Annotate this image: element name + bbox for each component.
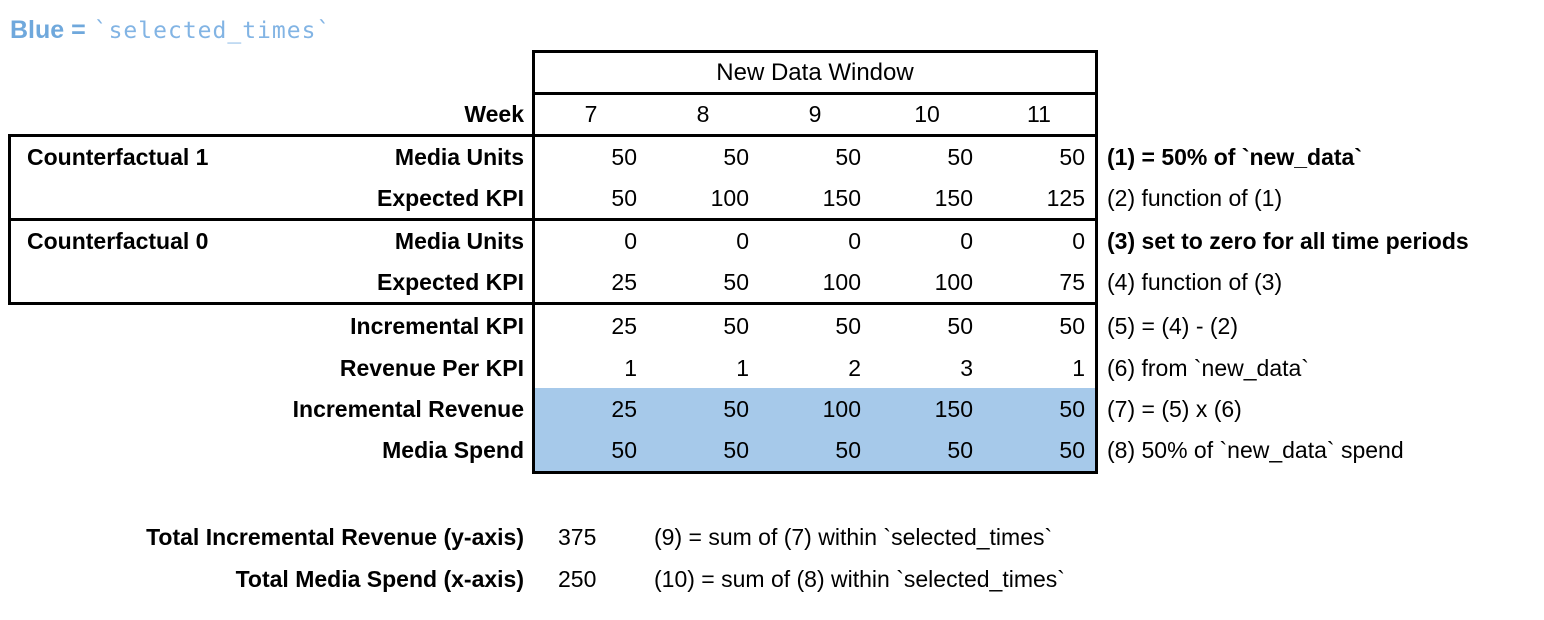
total-annotation-10: (10) = sum of (8) within `selected_times` bbox=[654, 565, 1065, 592]
row-label-media-units-cf0: Media Units bbox=[394, 228, 524, 254]
table-cell: 50 bbox=[835, 312, 861, 339]
table-cell: 1 bbox=[1072, 354, 1085, 381]
table-cell: 0 bbox=[624, 228, 637, 254]
table-cell: 150 bbox=[934, 184, 973, 211]
table-cell-highlighted: 100 bbox=[822, 396, 861, 422]
table-cell-highlighted: 150 bbox=[934, 396, 973, 422]
row-label-media-spend: Media Spend bbox=[382, 437, 524, 463]
table-cell: 50 bbox=[1059, 312, 1085, 339]
week-column-header: 10 bbox=[914, 101, 940, 127]
table-cell: 0 bbox=[960, 228, 973, 254]
section-label-counterfactual-1: Counterfactual 1 bbox=[27, 144, 209, 170]
table-cell: 1 bbox=[736, 354, 749, 381]
table-cell: 125 bbox=[1046, 184, 1085, 211]
table-cell: 50 bbox=[835, 144, 861, 170]
row-label-revenue-per-kpi: Revenue Per KPI bbox=[339, 354, 524, 381]
legend-label: Blue = bbox=[10, 16, 86, 44]
new-data-window-header: New Data Window bbox=[716, 58, 914, 86]
total-incremental-revenue-label: Total Incremental Revenue (y-axis) bbox=[146, 523, 524, 550]
row-annotation-5: (5) = (4) - (2) bbox=[1107, 312, 1238, 339]
table-cell: 75 bbox=[1059, 268, 1085, 295]
week-column-header: 9 bbox=[808, 101, 822, 127]
row-label-media-units-cf1: Media Units bbox=[394, 144, 524, 170]
table-cell: 0 bbox=[848, 228, 861, 254]
table-cell: 25 bbox=[611, 268, 637, 295]
row-annotation-7: (7) = (5) x (6) bbox=[1107, 396, 1242, 422]
table-cell-highlighted: 50 bbox=[1059, 437, 1085, 463]
table-cell: 100 bbox=[822, 268, 861, 295]
table-cell: 25 bbox=[611, 312, 637, 339]
row-label-expected-kpi-cf0: Expected KPI bbox=[377, 268, 524, 295]
table-cell: 50 bbox=[723, 312, 749, 339]
week-column-header: 11 bbox=[1027, 101, 1051, 127]
week-column-header: 8 bbox=[696, 101, 710, 127]
table-cell-highlighted: 50 bbox=[947, 437, 973, 463]
row-annotation-1: (1) = 50% of `new_data` bbox=[1107, 144, 1362, 170]
table-cell: 1 bbox=[624, 354, 637, 381]
table-cell-highlighted: 50 bbox=[611, 437, 637, 463]
table-cell: 50 bbox=[723, 144, 749, 170]
week-row-label: Week bbox=[464, 101, 524, 127]
total-media-spend-value: 250 bbox=[558, 565, 597, 592]
table-cell-highlighted: 50 bbox=[1059, 396, 1085, 422]
table-cell: 0 bbox=[1072, 228, 1085, 254]
table-cell-highlighted: 50 bbox=[835, 437, 861, 463]
legend bbox=[10, 16, 331, 45]
table-cell: 100 bbox=[934, 268, 973, 295]
row-label-incremental-revenue: Incremental Revenue bbox=[292, 396, 524, 422]
table-cell: 3 bbox=[960, 354, 973, 381]
table-cell: 2 bbox=[848, 354, 861, 381]
row-annotation-3: (3) set to zero for all time periods bbox=[1107, 228, 1469, 254]
table-cell: 50 bbox=[723, 268, 749, 295]
row-label-expected-kpi-cf1: Expected KPI bbox=[377, 184, 524, 211]
row-annotation-8: (8) 50% of `new_data` spend bbox=[1107, 437, 1404, 463]
table-cell-highlighted: 50 bbox=[723, 396, 749, 422]
row-annotation-2: (2) function of (1) bbox=[1107, 184, 1283, 211]
table-cell: 0 bbox=[736, 228, 749, 254]
total-media-spend-label: Total Media Spend (x-axis) bbox=[235, 565, 524, 592]
table-cell-highlighted: 25 bbox=[611, 396, 637, 422]
table-cell: 50 bbox=[947, 144, 973, 170]
section-label-counterfactual-0: Counterfactual 0 bbox=[27, 228, 209, 254]
table-cell: 50 bbox=[1059, 144, 1085, 170]
table-cell: 50 bbox=[611, 144, 637, 170]
table-cell-highlighted: 50 bbox=[723, 437, 749, 463]
table-cell: 50 bbox=[611, 184, 637, 211]
row-label-incremental-kpi: Incremental KPI bbox=[350, 312, 524, 339]
legend-code-selected-times: `selected_times` bbox=[93, 18, 332, 44]
week-column-header: 7 bbox=[584, 101, 598, 127]
table-cell: 150 bbox=[822, 184, 861, 211]
row-annotation-6: (6) from `new_data` bbox=[1107, 354, 1309, 381]
table-border-data-right bbox=[1095, 50, 1098, 474]
row-annotation-4: (4) function of (3) bbox=[1107, 268, 1283, 295]
table-cell: 100 bbox=[710, 184, 749, 211]
table-cell: 50 bbox=[947, 312, 973, 339]
total-annotation-9: (9) = sum of (7) within `selected_times` bbox=[654, 523, 1053, 550]
total-incremental-revenue-value: 375 bbox=[558, 523, 597, 550]
table-border-bottom bbox=[532, 471, 1098, 474]
